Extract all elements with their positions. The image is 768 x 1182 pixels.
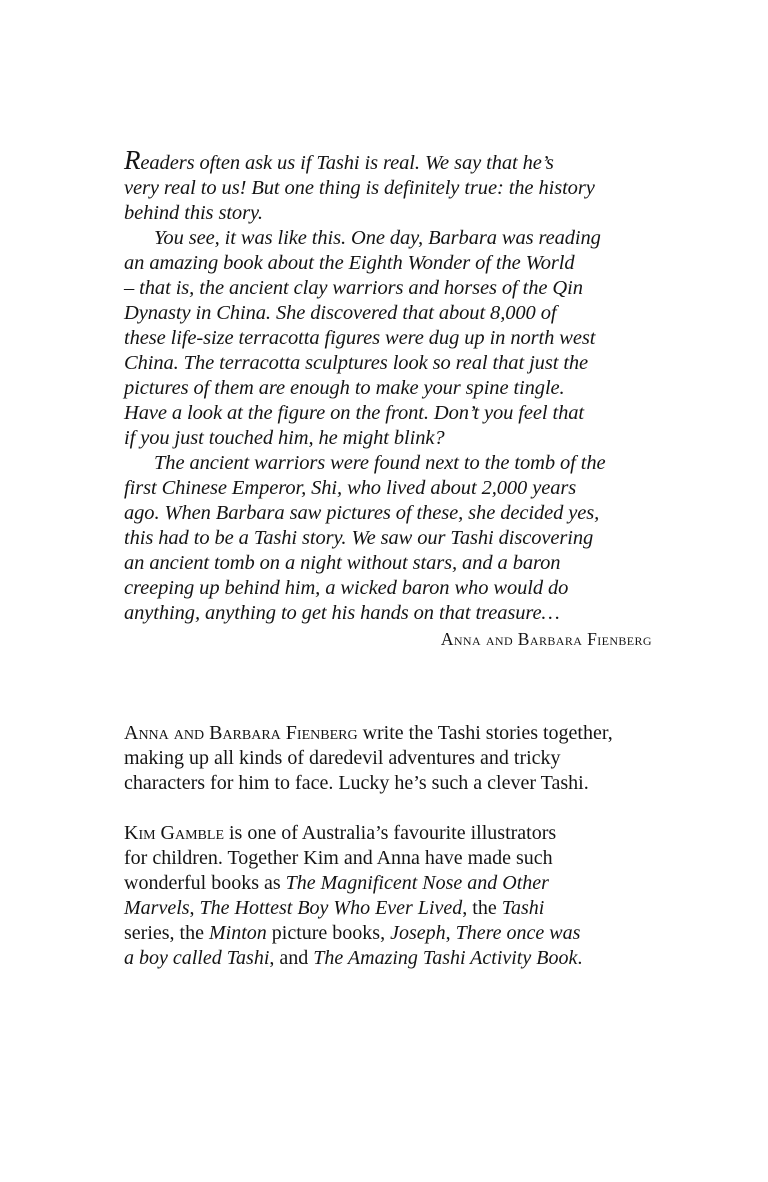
illustrator-bio-line-4: [124, 896, 652, 921]
book-title-magnificent-nose: The Magnificent Nose and Other: [285, 872, 549, 894]
intro-line-1: [124, 145, 652, 176]
authors-bio-line-1-text: write the Tashi stories together,: [357, 722, 613, 744]
intro-line-12: if you just touched him, he might blink?: [124, 427, 445, 449]
book-title-boy-called-tashi: a boy called Tashi: [124, 947, 270, 969]
separator: , and: [269, 947, 314, 969]
book-title-marvels: Marvels: [124, 897, 190, 919]
intro-signature: Anna and Barbara Fienberg: [440, 629, 652, 649]
illustrator-bio-line-5: [124, 921, 652, 946]
book-title-there-once: There once was: [455, 922, 581, 944]
separator: ,: [445, 922, 456, 944]
intro-line-10: pictures of them are enough to make your spine tingle.: [124, 377, 565, 399]
page: [124, 145, 652, 971]
authors-bio-line-1: [124, 721, 652, 746]
intro-line-18: creeping up behind him, a wicked baron who would do: [124, 577, 569, 599]
intro-line-8: these life-size terracotta figures were dug up in north west: [124, 327, 596, 349]
authors-bio: [124, 721, 652, 796]
book-title-hottest-boy: The Hottest Boy Who Ever Lived: [199, 897, 463, 919]
intro-line-9: China. The terracotta sculptures look so real that just the: [124, 352, 589, 374]
intro-line-11: Have a look at the figure on the front. Don’t you feel that: [124, 402, 585, 424]
illustrator-bio-line-5-text: series, the: [124, 922, 209, 944]
illustrator-bio: [124, 821, 652, 971]
intro-line-1-text: eaders often ask us if Tashi is real. We say that he’s: [140, 152, 554, 174]
illustrator-bio-line-3: [124, 871, 652, 896]
introduction-text: [124, 145, 652, 653]
separator: picture books,: [266, 922, 391, 944]
intro-line-4: You see, it was like this. One day, Barbara was reading: [154, 227, 601, 249]
sentence-end: .: [577, 947, 583, 969]
intro-line-17: an ancient tomb on a night without stars, and a baron: [124, 552, 561, 574]
authors-bio-line-3: characters for him to face. Lucky he’s such a clever Tashi.: [124, 772, 589, 794]
illustrator-bio-line-1-text: is one of Australia’s favourite illustrators: [224, 822, 557, 844]
intro-line-5: an amazing book about the Eighth Wonder of the World: [124, 252, 575, 274]
intro-line-15: ago. When Barbara saw pictures of these, she decided yes,: [124, 502, 600, 524]
book-title-minton: Minton: [208, 922, 267, 944]
intro-line-14: first Chinese Emperor, Shi, who lived about 2,000 years: [124, 477, 577, 499]
illustrator-bio-line-6: [124, 946, 652, 971]
illustrator-name: Kim Gamble: [124, 822, 224, 844]
intro-line-3: behind this story.: [124, 202, 263, 224]
illustrator-bio-line-2: for children. Together Kim and Anna have made such: [124, 847, 553, 869]
intro-line-6: – that is, the ancient clay warriors and horses of the Qin: [124, 277, 583, 299]
separator: , the: [462, 897, 502, 919]
intro-line-19: anything, anything to get his hands on that treasure…: [124, 602, 560, 624]
intro-line-16: this had to be a Tashi story. We saw our Tashi discovering: [124, 527, 594, 549]
separator: ,: [189, 897, 200, 919]
book-title-tashi: Tashi: [501, 897, 545, 919]
drop-cap: R: [124, 145, 141, 175]
book-title-joseph: Joseph: [390, 922, 446, 944]
intro-line-7: Dynasty in China. She discovered that about 8,000 of: [124, 302, 557, 324]
illustrator-bio-line-3-text: wonderful books as: [124, 872, 286, 894]
intro-line-13: The ancient warriors were found next to the tomb of the: [154, 452, 606, 474]
authors-names: Anna and Barbara Fienberg: [124, 722, 358, 744]
illustrator-bio-line-1: [124, 821, 652, 846]
intro-line-2: very real to us! But one thing is definitely true: the history: [124, 177, 595, 199]
book-title-activity-book: The Amazing Tashi Activity Book: [313, 947, 578, 969]
authors-bio-line-2: making up all kinds of daredevil adventures and tricky: [124, 747, 561, 769]
